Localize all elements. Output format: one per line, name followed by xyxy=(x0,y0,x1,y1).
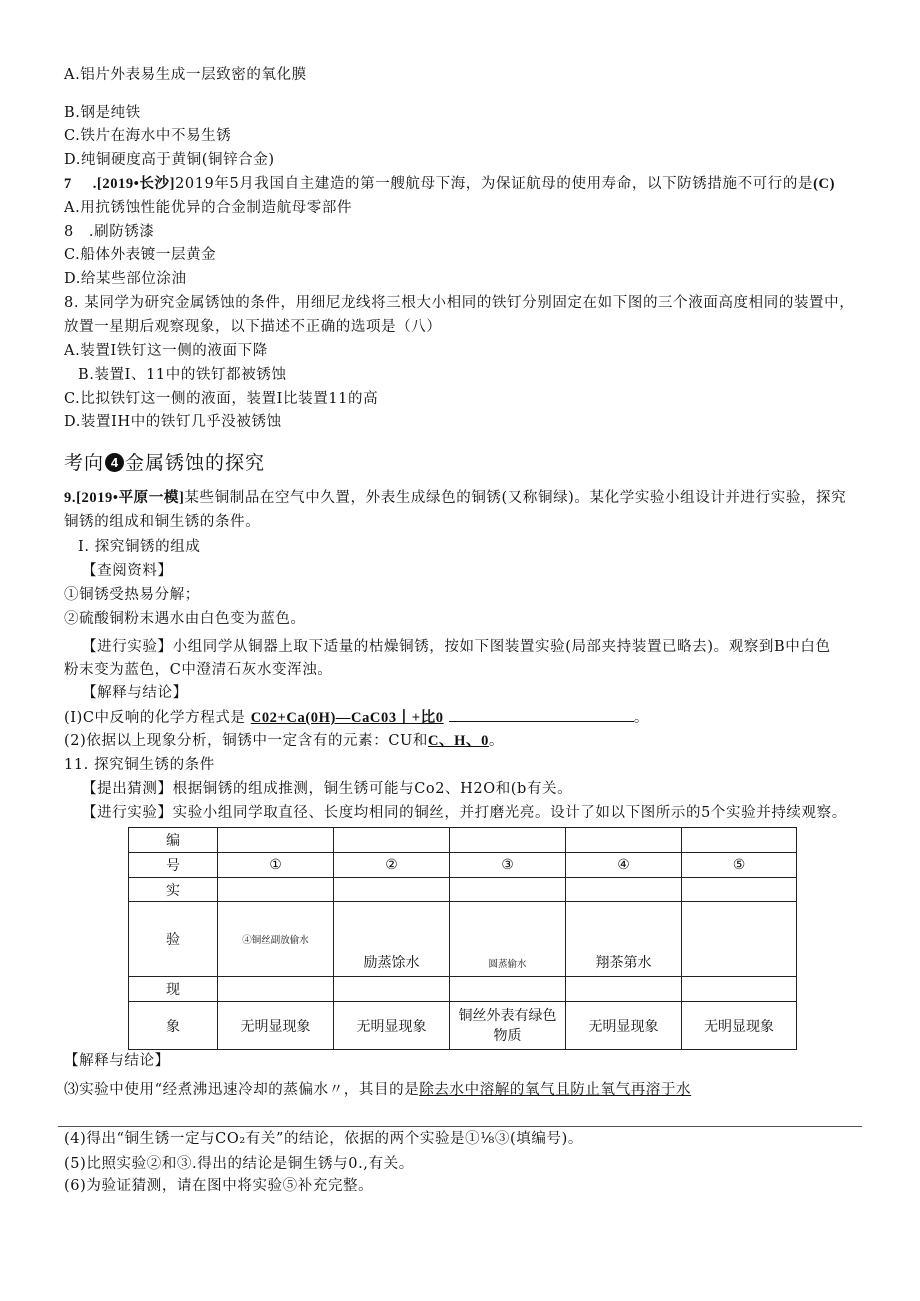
experiment-5-label xyxy=(682,902,797,977)
q7-text: 2019年5月我国自主建造的第一艘航母下海，为保证航母的使用寿命，以下防锈措施不可行的是 xyxy=(175,176,814,192)
q9b-c3-answer: 除去水中溶解的氧气且防止氧气再溶于水 xyxy=(419,1082,692,1098)
table-cell xyxy=(682,828,797,853)
table-header-cell: 验 xyxy=(129,902,218,977)
q9-part2-title: 11. 探究铜生锈的条件 xyxy=(64,757,215,773)
q9-part1-title: I. 探究铜锈的组成 xyxy=(78,539,201,555)
observation-5: 无明显现象 xyxy=(682,1002,797,1050)
q9b-conclusion-4: (4)得出“铜生锈一定与CO₂有关”的结论，依据的两个实验是①⅛③(填编号)。 xyxy=(64,1131,583,1147)
q7-option-a: A.用抗锈蚀性能优异的合金制造航母零部件 xyxy=(64,200,353,216)
section-title: 金属锈蚀的探究 xyxy=(125,452,266,474)
q9-experiment-line1: 【进行实验】小组同学从铜器上取下适量的枯燥铜锈，按如下图装置实验(局部夹持装置已略去)。观察到B中白色 xyxy=(82,639,831,655)
table-cell xyxy=(334,977,450,1002)
q9b-conclusion-6: (6)为验证猜测，请在图中将实验⑤补充完整。 xyxy=(64,1178,374,1194)
q7-option-c: C.船体外表镀一层黄金 xyxy=(64,247,217,263)
q8-option-c: C.比拟铁钉这一侧的液面，装置I比装置11的高 xyxy=(64,391,379,407)
q7-answer: (C) xyxy=(813,176,836,192)
q9-reference-title: 【查阅资料】 xyxy=(82,563,173,579)
q9-reference-2: ②硫酸铜粉末遇水由白色变为蓝色。 xyxy=(64,611,306,627)
observation-1: 无明显现象 xyxy=(218,1002,334,1050)
q8-option-a: A.装置I铁钉这一侧的液面下降 xyxy=(64,343,268,359)
q9b-conclusion-5: (5)比照实验②和③.得出的结论是铜生锈与0.,有关。 xyxy=(64,1156,414,1172)
q9-stem-line2: 铜锈的组成和铜生锈的条件。 xyxy=(64,514,261,530)
table-cell xyxy=(450,977,566,1002)
table-cell xyxy=(218,878,334,902)
q9-c2-end: 。 xyxy=(488,733,505,749)
table-row xyxy=(129,1002,797,1050)
table-cell xyxy=(682,878,797,902)
q9-hypothesis: 【提出猜测】根据铜锈的组成推测，铜生锈可能与Co2、H2O和(b有关。 xyxy=(82,781,573,797)
q9-conclusion-2 xyxy=(64,731,504,751)
q6-option-a: A.铝片外表易生成一层致密的氧化膜 xyxy=(64,67,307,83)
table-row xyxy=(129,902,797,977)
q7-source: .[2019•长沙] xyxy=(92,176,176,192)
q9-experiment-line2: 粉末变为蓝色，C中澄清石灰水变浑浊。 xyxy=(64,662,333,678)
table-cell xyxy=(218,828,334,853)
experiment-1-label: ④铜丝副放偷水 xyxy=(218,902,334,977)
q9b-conclusion-3 xyxy=(64,1080,691,1100)
table-header-cell: 号 xyxy=(129,853,218,878)
q9-c1-end: 。 xyxy=(633,710,649,726)
q8-option-b: B.装置I、11中的铁钉都被锈蚀 xyxy=(78,367,287,383)
q9-c1-prompt: (I)C中反响的化学方程式是 xyxy=(64,710,246,726)
experiment-3-label: 圆蒸偷水 xyxy=(450,902,566,977)
q9-c2-prompt: (2)依据以上现象分析，铜锈中一定含有的元素：CU和 xyxy=(64,733,428,749)
q9-c1-blank-line xyxy=(449,707,634,722)
table-cell xyxy=(450,878,566,902)
table-col-number: ⑤ xyxy=(682,853,797,878)
section-heading xyxy=(64,450,265,476)
q9-c2-answer: C、H、0 xyxy=(427,733,489,749)
q9-stem-line1 xyxy=(64,488,846,508)
observation-4: 无明显现象 xyxy=(566,1002,682,1050)
table-header-cell: 象 xyxy=(129,1002,218,1050)
q9-stem-text: 某些铜制品在空气中久置，外表生成绿色的铜锈(又称铜绿)。某化学实验小组设计并进行实验，探究 xyxy=(184,490,847,506)
experiment-2-label: 励蒸馀水 xyxy=(334,902,450,977)
q8-stem-line1: 8. 某同学为研究金属锈蚀的条件，用细尼龙线将三根大小相同的铁钉分别固定在如下图的三个液面高度相同的装置中， xyxy=(64,295,855,311)
q9-conclusion-1 xyxy=(64,707,649,728)
experiment-4-label: 翔茶第水 xyxy=(566,902,682,977)
q9b-c3-prompt: ⑶实验中使用“经煮沸迅速冷却的蒸偏水〃，其目的是 xyxy=(64,1082,420,1098)
section-number-badge: 4 xyxy=(105,453,124,472)
q9b-conclusion-title: 【解释与结论】 xyxy=(64,1053,170,1069)
page-divider xyxy=(58,1126,862,1127)
table-col-number: ④ xyxy=(566,853,682,878)
q6-option-c: C.铁片在海水中不易生锈 xyxy=(64,128,232,144)
table-col-number: ③ xyxy=(450,853,566,878)
table-cell xyxy=(334,878,450,902)
table-header-cell: 编 xyxy=(129,828,218,853)
table-row xyxy=(129,828,797,853)
q9-c1-answer: C02+Ca(0H)—CaC03丨+比0 xyxy=(250,710,444,726)
q7-option-b: 8 .刷防锈漆 xyxy=(64,224,155,240)
table-col-number: ① xyxy=(218,853,334,878)
q8-stem-line2: 放置一星期后观察现象，以下描述不正确的选项是（八） xyxy=(64,319,442,335)
table-header-cell: 实 xyxy=(129,878,218,902)
q9-conclusion-title: 【解释与结论】 xyxy=(82,685,188,701)
observation-2: 无明显现象 xyxy=(334,1002,450,1050)
table-row xyxy=(129,878,797,902)
table-cell xyxy=(334,828,450,853)
section-prefix: 考向 xyxy=(64,452,105,474)
q8-option-d: D.装置IH中的铁钉几乎没被锈蚀 xyxy=(64,414,282,430)
table-row xyxy=(129,977,797,1002)
table-cell xyxy=(450,828,566,853)
q9-reference-1: ①铜锈受热易分解； xyxy=(64,587,200,603)
q9-experiment2: 【进行实验】实验小组同学取直径、长度均相同的铜丝，并打磨光亮。设计了如以下图所示的5个实验并持续观察。 xyxy=(82,805,847,821)
table-col-number: ② xyxy=(334,853,450,878)
q7-stem xyxy=(64,174,835,194)
q9-source: 9.[2019•平原一模] xyxy=(64,490,185,506)
q6-option-b: B.钢是纯铁 xyxy=(64,105,141,121)
table-row xyxy=(129,853,797,878)
table-cell xyxy=(566,878,682,902)
table-cell xyxy=(218,977,334,1002)
table-header-cell: 现 xyxy=(129,977,218,1002)
q6-option-d: D.纯铜硬度高于黄铜(铜锌合金) xyxy=(64,152,275,168)
q7-number: 7 xyxy=(64,176,72,192)
experiment-table xyxy=(128,827,797,1050)
table-cell xyxy=(566,828,682,853)
table-cell xyxy=(682,977,797,1002)
q7-option-d: D.给某些部位涂油 xyxy=(64,271,187,287)
table-cell xyxy=(566,977,682,1002)
observation-3: 铜丝外表有绿色物质 xyxy=(450,1002,566,1050)
